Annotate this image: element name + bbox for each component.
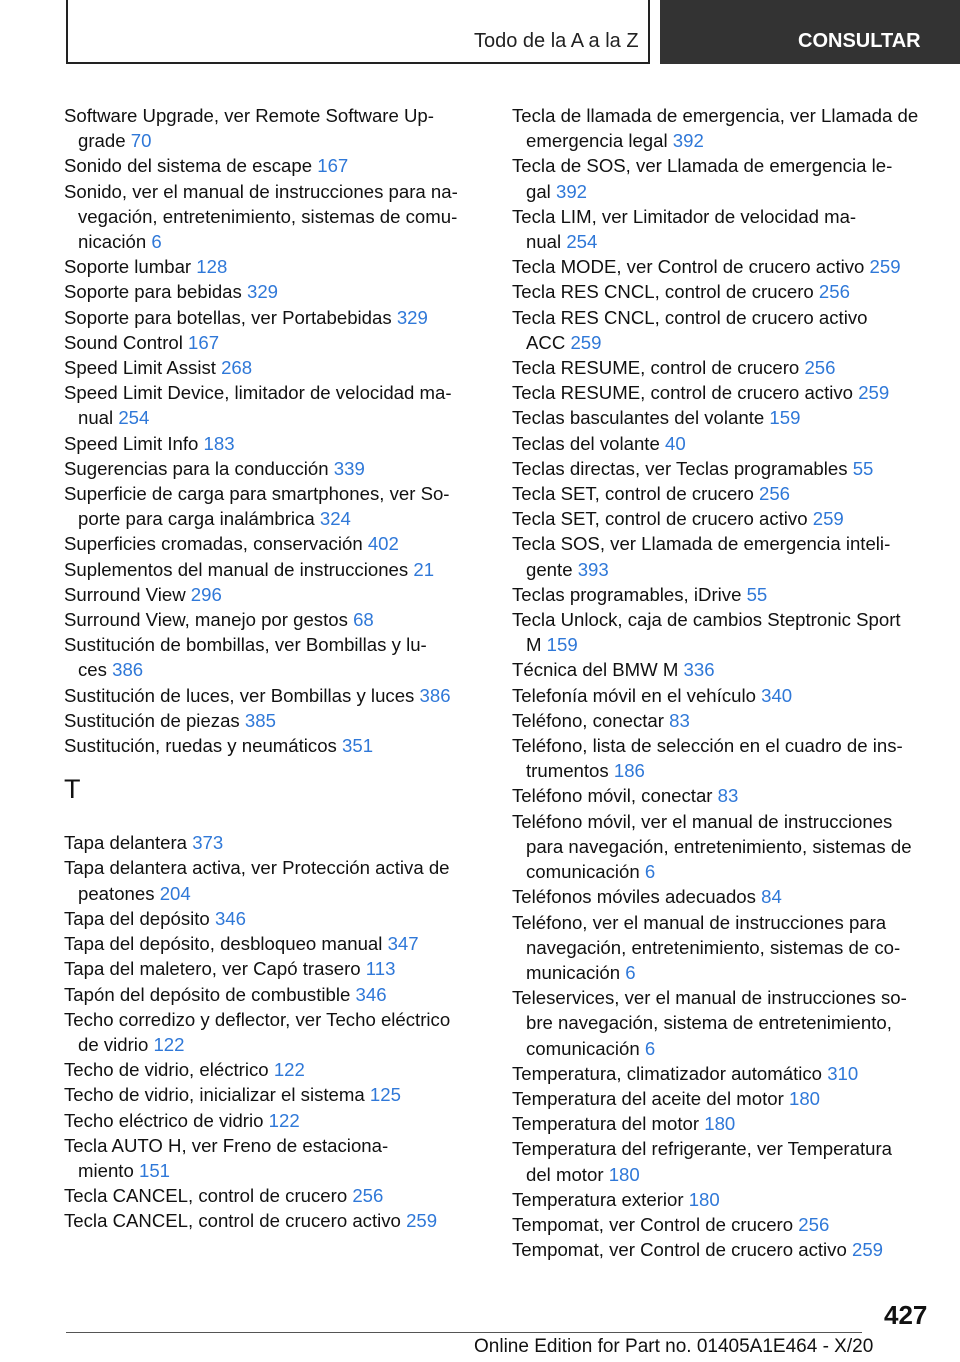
page-reference-link[interactable]: 180 [789,1087,821,1109]
index-entry-text [512,557,932,582]
page-reference-link[interactable]: 159 [546,634,578,656]
index-entry [512,355,932,380]
page-reference-link[interactable]: 259 [812,508,844,530]
index-entry-label: nual [526,231,562,253]
index-entry-label: Temperatura, climatizador automático [512,1062,823,1084]
index-entry [512,1237,932,1262]
index-entry-label: de vidrio [78,1033,149,1055]
index-entry-label: Técnica del BMW M [512,659,679,681]
index-entry-label: Suplementos del manual de instrucciones [64,558,409,580]
page-reference-link[interactable]: 122 [273,1059,305,1081]
index-entry [64,1057,494,1082]
index-entry-text [512,659,715,680]
index-entry-label: Sustitución, ruedas y neumáticos [64,735,337,757]
index-entry [64,103,494,153]
index-entry-text: Tecla AUTO H, ver Freno de estaciona- [64,1134,389,1156]
index-entry [512,279,932,304]
page-reference-link[interactable]: 6 [625,961,636,983]
page-reference-link[interactable]: 329 [396,306,428,328]
page-reference-link[interactable]: 296 [190,583,222,605]
index-entry [512,305,932,355]
index-entry-label: Techo de vidrio, eléctrico [64,1059,269,1081]
index-entry-text [512,357,835,378]
index-entry-text [64,584,222,605]
index-entry-text: Speed Limit Device, limitador de velocidad ma- [64,382,452,404]
index-entry-label: Teclas del volante [512,432,660,454]
index-entry [512,254,932,279]
page-reference-link[interactable]: 167 [317,155,349,177]
index-entry [64,956,494,981]
index-entry-text: Temperatura del refrigerante, ver Temperatura [512,1138,892,1160]
page-reference-link[interactable]: 256 [798,1213,830,1235]
page-reference-link[interactable]: 70 [130,130,152,152]
index-entry [64,456,494,481]
index-entry-label: Teclas directas, ver Teclas programables [512,457,848,479]
page-reference-link[interactable]: 346 [355,983,387,1005]
index-column-left [64,103,494,1234]
index-entry-label: Techo eléctrico de vidrio [64,1109,264,1131]
index-entry [512,1136,932,1186]
index-entry-text [64,881,494,906]
index-entry-label: Soporte lumbar [64,256,192,278]
page-reference-link[interactable]: 256 [818,281,850,303]
index-entry-label: comunicación [526,861,640,883]
index-entry [64,1208,494,1233]
page-reference-link[interactable]: 159 [769,407,801,429]
index-entry-label: Temperatura del motor [512,1113,700,1135]
index-entry [512,405,932,430]
index-entry [512,657,932,682]
index-entry-label: Speed Limit Info [64,432,199,454]
index-entry-text: Software Upgrade, ver Remote Software Up- [64,105,434,126]
index-entry-text: bre navegación, sistema de entretenimiento, [526,1012,892,1034]
index-entry-text [512,859,932,884]
index-entry-text: Techo corredizo y deflector, ver Techo eléctrico [64,1008,451,1030]
index-entry [64,906,494,931]
index-entry-text [64,657,494,682]
index-entry-text: Teléfono, lista de selección en el cuadro de ins- [512,735,903,757]
index-entry [64,683,494,708]
index-entry-label: Teléfono móvil, conectar [512,785,713,807]
page-reference-link[interactable]: 259 [406,1210,438,1232]
index-entry-label: Tapa delantera [64,832,188,854]
index-entry-label: Speed Limit Assist [64,357,216,379]
index-entry-label: Tecla RESUME, control de crucero activo [512,382,854,404]
page-reference-link[interactable]: 128 [196,256,228,278]
index-entry [512,783,932,808]
index-entry-text [512,433,686,454]
index-entry-text [512,960,932,985]
page-reference-link[interactable]: 83 [669,709,690,731]
index-entry-label: Tapa del maletero, ver Capó trasero [64,958,361,980]
page-reference-link[interactable]: 347 [387,933,419,955]
index-entry [512,153,932,203]
page-reference-link[interactable]: 6 [151,231,162,253]
index-entry-label: Tapón del depósito de combustible [64,983,351,1005]
index-entry-text: navegación, entretenimiento, sistemas de co- [526,936,901,958]
index-entry-label: gal [526,180,551,202]
index-entry [512,708,932,733]
page-reference-link[interactable]: 385 [244,709,276,731]
index-entry-text [64,405,494,430]
page-reference-link[interactable]: 324 [319,508,351,530]
page-reference-link[interactable]: 167 [188,331,220,353]
index-entry-label: nual [78,407,114,429]
index-entry-text [512,632,932,657]
index-entry-text [64,1158,494,1183]
index-entry-text [64,1185,383,1206]
index-entry [512,204,932,254]
index-entry [64,254,494,279]
page-reference-link[interactable]: 386 [112,659,144,681]
page-reference-link[interactable]: 340 [761,684,793,706]
index-entry [512,431,932,456]
index-entry-text [512,483,790,504]
page-reference-link[interactable]: 393 [577,558,609,580]
index-entry [512,1111,932,1136]
index-entry-text: Sustitución de bombillas, ver Bombillas y lu- [64,634,427,656]
index-entry-text [64,533,399,554]
index-entry [512,884,932,909]
page-reference-link[interactable]: 392 [556,180,588,202]
footer-edition-text: Online Edition for Part no. 01405A1E464 - X/20 [474,1336,874,1357]
index-entry-text [64,256,227,277]
index-entry-label: Surround View [64,583,186,605]
index-entry [512,1086,932,1111]
index-entry-label: M [526,634,542,656]
index-entry [64,531,494,556]
breadcrumb[interactable]: Todo de la A a la Z [474,30,639,52]
index-entry [512,910,932,986]
index-entry-label: Telefonía móvil en el vehículo [512,684,756,706]
index-entry-text [64,281,278,302]
index-entry-label: Soporte para bebidas [64,281,242,303]
index-entry-text [64,559,434,580]
index-entry-label: Teléfonos móviles adecuados [512,886,756,908]
page-reference-link[interactable]: 386 [419,684,451,706]
index-entry-text [64,958,395,979]
index-entry [64,431,494,456]
index-entry-text [512,1189,720,1210]
index-entry-label: Superficies cromadas, conservación [64,533,363,555]
index-entry-text [512,1036,932,1061]
index-entry-text [64,229,494,254]
index-entry-text [64,155,348,176]
index-group-s [64,103,494,758]
index-entry-text: Teléfono, ver el manual de instrucciones para [512,911,887,933]
index-entry [64,179,494,255]
index-entry-text [512,330,932,355]
page-reference-link[interactable]: 351 [342,735,374,757]
index-entry-text: Teleservices, ver el manual de instrucciones so- [512,987,907,1009]
index-entry [64,1133,494,1183]
index-entry-text [512,229,932,254]
index-entry-label: Tecla RESUME, control de crucero [512,357,800,379]
index-entry-text: vegación, entretenimiento, sistemas de comu- [78,205,458,227]
index-entry-text [512,710,690,731]
index-entry [512,380,932,405]
index-entry-label: del motor [526,1163,604,1185]
index-entry [512,1061,932,1086]
index-entry-label: ces [78,659,107,681]
index-entry-label: Tecla RES CNCL, control de crucero [512,281,814,303]
index-entry [64,708,494,733]
index-entry-text [512,407,800,428]
index-entry [512,683,932,708]
index-entry-text [512,508,844,529]
page-reference-link[interactable]: 254 [566,231,598,253]
index-entry-text [64,933,419,954]
page-reference-link[interactable]: 256 [759,483,791,505]
page-reference-link[interactable]: 402 [367,533,399,555]
index-entry [64,931,494,956]
page-reference-link[interactable]: 329 [246,281,279,303]
index-entry-text: Tecla de llamada de emergencia, ver Llamada de [512,105,919,126]
index-entry [512,582,932,607]
page-reference-link[interactable]: 55 [852,457,874,479]
index-entry [64,1183,494,1208]
index-entry [512,103,932,153]
index-entry-text [512,1162,932,1187]
footer-divider [66,1332,862,1333]
page-reference-link[interactable]: 336 [683,659,715,681]
index-entry [64,1082,494,1107]
index-entry-label: Soporte para botellas, ver Portabebidas [64,306,392,328]
index-entry [64,982,494,1007]
index-entry-text [512,1063,858,1084]
index-entry-label: Temperatura exterior [512,1188,684,1210]
index-group-t [64,830,494,1233]
index-entry-text [512,281,850,302]
index-entry-label: Sonido del sistema de escape [64,155,313,177]
page-number: 427 [884,1300,928,1330]
page-reference-link[interactable]: 180 [688,1188,720,1210]
index-entry-text [512,458,873,479]
page-reference-link[interactable]: 151 [138,1159,171,1181]
page-reference-link[interactable]: 186 [613,760,645,782]
index-entry [64,481,494,531]
index-entry-label: Teléfono, conectar [512,709,664,731]
index-entry-label: Sustitución de piezas [64,709,240,731]
index-entry-label: Teclas basculantes del volante [512,407,765,429]
index-entry [64,330,494,355]
index-entry-text [64,710,276,731]
index-entry-text: Tecla LIM, ver Limitador de velocidad ma- [512,205,857,227]
index-entry [512,733,932,783]
page-reference-link[interactable]: 180 [704,1113,736,1135]
index-entry [512,481,932,506]
index-entry [64,1007,494,1057]
index-entry [64,830,494,855]
index-entry [512,1212,932,1237]
page-reference-link[interactable]: 6 [644,861,656,883]
index-entry-text [64,609,374,630]
index-entry-text [64,357,252,378]
index-entry-text [64,1210,437,1231]
page-reference-link[interactable]: 21 [413,558,435,580]
index-entry-label: Tecla CANCEL, control de crucero activo [64,1210,401,1232]
index-entry-text [512,128,932,153]
index-entry-text [512,256,901,277]
index-entry-label: grade [78,130,126,152]
index-entry-text [64,1059,305,1080]
index-entry-text [64,1084,401,1105]
index-entry-text [512,1088,820,1109]
page-reference-link[interactable]: 204 [159,882,191,904]
index-entry-text: Teléfono móvil, ver el manual de instrucciones [512,810,893,832]
page-reference-link[interactable]: 373 [192,832,224,854]
page-reference-link[interactable]: 256 [804,357,836,379]
page-reference-link[interactable]: 392 [672,130,704,152]
page-reference-link[interactable]: 113 [365,958,396,980]
index-entry-text [64,332,219,353]
index-entry-text [64,458,365,479]
page-reference-link[interactable]: 310 [827,1062,859,1084]
index-entry-label: Sound Control [64,331,183,353]
page-reference-link[interactable]: 122 [268,1109,300,1131]
page-reference-link[interactable]: 55 [746,583,768,605]
index-entry-text [64,1110,300,1131]
index-entry-text [64,832,223,853]
index-entry-text [64,685,451,706]
index-entry [512,607,932,657]
index-entry-text [64,984,387,1005]
index-entry-text: Tecla SOS, ver Llamada de emergencia inteli- [512,533,891,555]
index-group-t-continued [512,103,932,1262]
index-entry [64,632,494,682]
index-entry-label: Teclas programables, iDrive [512,583,742,605]
index-entry-label: Temperatura del aceite del motor [512,1087,784,1109]
page-reference-link[interactable]: 40 [664,432,686,454]
index-entry-text: Tecla Unlock, caja de cambios Steptronic Sport [512,609,901,631]
index-entry-text [512,1113,735,1134]
index-entry-text [64,735,373,756]
page-reference-link[interactable]: 259 [869,256,901,278]
index-entry-label: Tapa del depósito [64,907,210,929]
index-entry-label: municación [526,961,621,983]
index-entry [512,531,932,581]
index-entry-label: Tempomat, ver Control de crucero activo [512,1239,847,1261]
page-reference-link[interactable]: 254 [118,407,150,429]
page-reference-link[interactable]: 183 [203,432,235,454]
index-entry-text [512,685,792,706]
index-entry-text: Tapa delantera activa, ver Protección activa de [64,857,450,879]
page-reference-link[interactable]: 256 [352,1185,384,1207]
index-entry-label: Tecla MODE, ver Control de crucero activo [512,256,865,278]
index-entry [512,809,932,885]
index-entry-text [64,1032,494,1057]
index-entry-text [512,785,738,806]
index-entry-text: Sonido, ver el manual de instrucciones para na- [64,180,458,202]
index-entry-text [64,128,494,153]
page-reference-link[interactable]: 84 [761,886,782,908]
index-entry-text [64,307,428,328]
page-reference-link[interactable]: 68 [353,609,374,631]
index-entry-label: emergencia legal [526,130,668,152]
index-entry [64,279,494,304]
page-reference-link[interactable]: 122 [153,1033,185,1055]
index-entry [64,733,494,758]
index-entry-label: Tecla SET, control de crucero activo [512,508,808,530]
index-entry-label: Sugerencias para la conducción [64,457,329,479]
index-entry-text: Superficie de carga para smartphones, ver So- [64,483,450,505]
index-entry [64,607,494,632]
index-entry-text [512,758,932,783]
index-entry-label: nicación [78,231,147,253]
index-entry [64,1108,494,1133]
page-reference-link[interactable]: 268 [221,357,253,379]
section-tab-label: CONSULTAR [798,30,921,52]
index-entry-text: Tecla de SOS, ver Llamada de emergencia le- [512,155,893,177]
index-entry [512,456,932,481]
index-entry-label: Tecla CANCEL, control de crucero [64,1185,348,1207]
index-entry-label: peatones [78,882,155,904]
index-entry-text: para navegación, entretenimiento, sistemas de [526,835,912,857]
index-entry-text [512,179,932,204]
index-entry [64,855,494,905]
page-reference-link[interactable]: 259 [858,382,890,404]
index-entry-text: Tecla RES CNCL, control de crucero activo [512,306,868,328]
index-entry-text [64,433,235,454]
page-reference-link[interactable]: 259 [570,331,602,353]
page-reference-link[interactable]: 83 [717,785,739,807]
index-entry-label: miento [78,1159,134,1181]
page-reference-link[interactable]: 125 [369,1084,401,1106]
index-entry-text [512,584,767,605]
index-entry [64,153,494,178]
index-entry [64,305,494,330]
index-entry-label: Tecla SET, control de crucero [512,483,754,505]
index-entry-label: Tempomat, ver Control de crucero [512,1213,794,1235]
index-entry-label: Tapa del depósito, desbloqueo manual [64,933,383,955]
page-reference-link[interactable]: 259 [852,1239,884,1261]
section-letter-t: T [64,774,81,805]
index-entry [512,985,932,1061]
section-tab-consultar[interactable] [660,0,960,64]
index-entry [512,506,932,531]
index-entry [64,355,494,380]
index-column-right [512,103,932,1262]
index-entry-label: comunicación [526,1037,640,1059]
index-entry-text [64,908,246,929]
index-entry-text [512,1239,883,1260]
index-entry [64,380,494,430]
index-entry-label: Surround View, manejo por gestos [64,609,348,631]
index-entry-label: Sustitución de luces, ver Bombillas y luces [64,684,415,706]
index-entry-label: trumentos [526,760,609,782]
page-reference-link[interactable]: 6 [644,1037,656,1059]
index-entry-text [64,506,494,531]
page-reference-link[interactable]: 346 [214,907,246,929]
index-entry-label: ACC [526,331,566,353]
index-entry [64,557,494,582]
index-entry-text [512,886,782,907]
index-entry [64,582,494,607]
page-reference-link[interactable]: 180 [608,1163,640,1185]
index-entry-label: porte para carga inalámbrica [78,508,315,530]
index-entry-text [512,382,889,403]
page-reference-link[interactable]: 339 [333,457,365,479]
index-entry-label: Techo de vidrio, inicializar el sistema [64,1084,365,1106]
index-entry-text [512,1214,829,1235]
index-entry-label: gente [526,558,573,580]
index-entry [512,1187,932,1212]
